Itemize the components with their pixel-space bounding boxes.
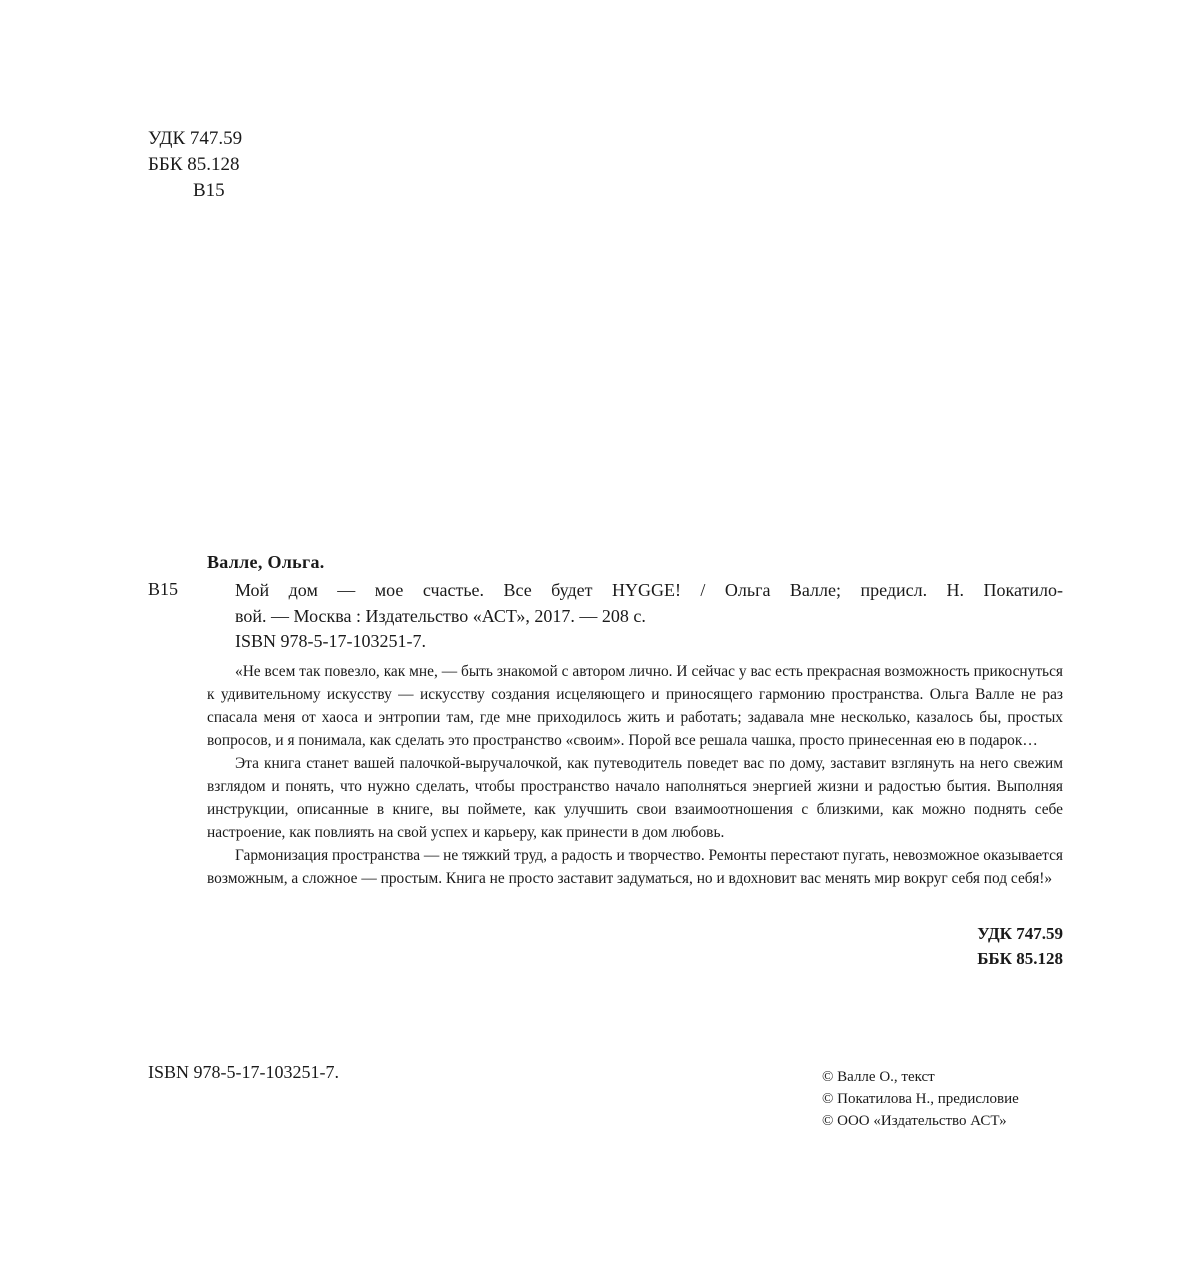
udk-code-bold: УДК 747.59: [977, 924, 1063, 943]
udk-code: УДК 747.59: [148, 128, 243, 149]
annotation: [207, 660, 1063, 890]
copyright-line: © ООО «Издательство АСТ»: [822, 1113, 1007, 1129]
annotation-paragraph: Эта книга станет вашей палочкой-выручалочкой, как путеводитель поведет вас по дому, заставит взглянуть на него свежим взглядом и понять, что нужно сделать, чтобы пространство начало наполняться энергией жизни и радостью бытия. Выполняя инструкции, описанные в книге, вы поймете, как улучшить свои взаимоотношения с близкими, как можно поднять себе настроение, как повлиять на свой успех и карьеру, как принести в дом любовь.: [207, 755, 1063, 841]
classification-codes-bottom: [977, 921, 1063, 971]
description-line-2: вой. — Москва : Издательство «АСТ», 2017. — 208 с.: [235, 606, 646, 626]
annotation-paragraph: «Не всем так повезло, как мне, — быть знакомой с автором лично. И сейчас у вас есть прекрасная возможность прикоснуться к удивительному искусству — искусству создания исцеляющего и приносящего гармонию пространства. Ольга Валле не раз спасала меня от хаоса и энтропии там, где мне приходилось жить и работать; задавала мне несколько, казалось бы, простых вопросов, и я понимала, как сделать это пространство «своим». Порой все решала чашка, просто принесенная ею в подарок…: [207, 663, 1063, 749]
bbk-code: ББК 85.128: [148, 154, 240, 175]
annotation-paragraph: Гармонизация пространства — не тяжкий труд, а радость и творчество. Ремонты перестают пугать, невозможное оказывается возможным, а сложное — простым. Книга не просто заставит задуматься, но и вдохновит вас менять мир вокруг себя под себя!»: [207, 847, 1063, 887]
author-heading: Валле, Ольга.: [207, 552, 325, 572]
copyright-line: © Валле О., текст: [822, 1069, 935, 1085]
copyright-line: © Покатилова Н., предисловие: [822, 1091, 1019, 1107]
record-isbn: ISBN 978-5-17-103251-7.: [235, 631, 426, 651]
description-line-1: Мой дом — мое счастье. Все будет HYGGE! / Ольга Валле; предисл. Н. Покатило-: [235, 580, 1063, 600]
footer-isbn: ISBN 978-5-17-103251-7.: [148, 1062, 339, 1082]
bibliographic-description: [235, 577, 1063, 629]
author-mark: В15: [193, 180, 225, 201]
bbk-code-bold: ББК 85.128: [977, 949, 1063, 968]
copyright-block: [822, 1066, 1019, 1132]
classification-codes-top: [148, 126, 242, 204]
record-author-mark: В15: [148, 579, 179, 599]
